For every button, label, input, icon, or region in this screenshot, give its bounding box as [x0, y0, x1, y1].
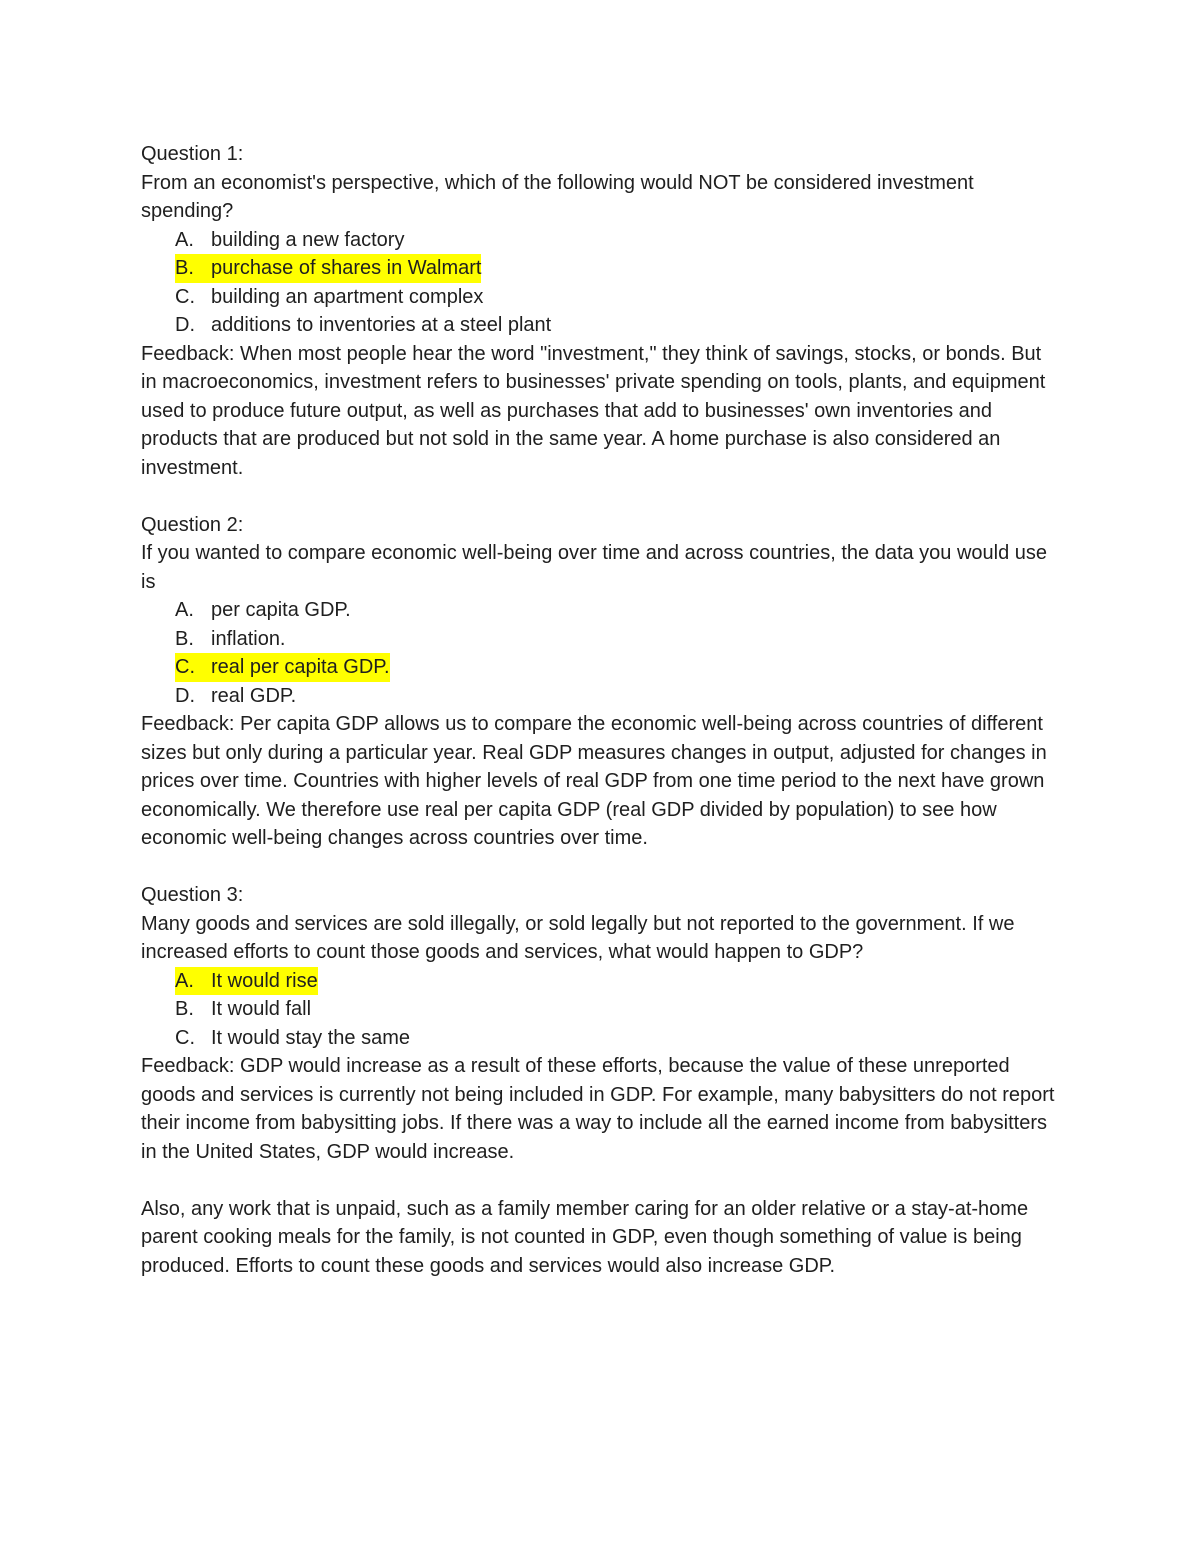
question-2: [141, 511, 1061, 853]
question-1: [141, 140, 1061, 482]
option-letter: D.: [175, 314, 195, 336]
answer-option-correct: [141, 254, 1061, 283]
option-letter: A.: [175, 228, 194, 251]
answer-option: [141, 311, 1061, 340]
blank-line: [141, 1166, 1061, 1195]
question-text: If you wanted to compare economic well-being over time and across countries, the data you would use is: [141, 542, 1048, 593]
feedback-text: Feedback: Per capita GDP allows us to compare the economic well-being across countries of different sizes but only during a particular year. Real GDP measures changes in output, adjusted for changes in prices over time. Countries with higher levels of real GDP from one time period to the next have grown economically. We therefore use real per capita GDP (real GDP divided by population) to see how economic well-being changes across countries over time.: [141, 713, 1047, 849]
question-title: Question 3:: [141, 884, 244, 906]
option-letter: D.: [175, 684, 195, 707]
option-text: It would rise: [211, 969, 318, 992]
document-page: [141, 140, 1061, 1309]
answer-option: [141, 682, 1061, 711]
option-text: inflation.: [211, 627, 286, 650]
answer-options: [141, 596, 1061, 710]
question-text: From an economist's perspective, which of the following would NOT be considered investment spending?: [141, 171, 974, 222]
option-text: additions to inventories at a steel plant: [211, 314, 552, 336]
option-letter: C.: [175, 1026, 195, 1049]
additional-note: Also, any work that is unpaid, such as a family member caring for an older relative or a stay-at-home parent cooking meals for the family, is not counted in GDP, even though something of value is being produced. Efforts to count these goods and services would also increase GDP.: [141, 1197, 1029, 1277]
option-text: It would stay the same: [211, 1026, 410, 1049]
question-title: Question 2:: [141, 513, 244, 536]
option-letter: C.: [175, 656, 195, 678]
option-text: per capita GDP.: [211, 599, 351, 621]
option-text: purchase of shares in Walmart: [211, 257, 482, 279]
answer-option-correct: [141, 967, 1061, 996]
answer-option-correct: [141, 653, 1061, 682]
answer-option: [141, 1024, 1061, 1053]
option-letter: A.: [175, 969, 194, 992]
option-letter: B.: [175, 257, 194, 279]
question-title: Question 1:: [141, 143, 244, 165]
question-3: [141, 881, 1061, 1280]
answer-option: [141, 596, 1061, 625]
answer-option: [141, 283, 1061, 312]
option-text: It would fall: [211, 998, 312, 1020]
answer-option: [141, 625, 1061, 654]
option-letter: A.: [175, 599, 194, 621]
question-text: Many goods and services are sold illegally, or sold legally but not reported to the government. If we increased efforts to count those goods and services, what would happen to GDP?: [141, 912, 1015, 963]
option-letter: C.: [175, 285, 195, 308]
answer-option: [141, 995, 1061, 1024]
option-text: real GDP.: [211, 684, 297, 707]
feedback-text: Feedback: When most people hear the word "investment," they think of savings, stocks, or bonds. But in macroeconomics, investment refers to businesses' private spending on tools, plants, and equipment used to produce future output, as well as purchases that add to businesses' own inventories and products that are produced but not sold in the same year. A home purchase is also considered an investment.: [141, 342, 1046, 479]
option-letter: B.: [175, 998, 194, 1020]
option-text: building an apartment complex: [211, 285, 484, 308]
answer-options: [141, 967, 1061, 1053]
answer-options: [141, 226, 1061, 340]
option-letter: B.: [175, 627, 194, 650]
option-text: real per capita GDP.: [211, 656, 390, 678]
answer-option: [141, 226, 1061, 255]
option-text: building a new factory: [211, 228, 405, 251]
feedback-text: Feedback: GDP would increase as a result of these efforts, because the value of these unreported goods and services is currently not being included in GDP. For example, many babysitters do not report their income from babysitting jobs. If there was a way to include all the earned income from babysitters in the United States, GDP would increase.: [141, 1055, 1055, 1163]
